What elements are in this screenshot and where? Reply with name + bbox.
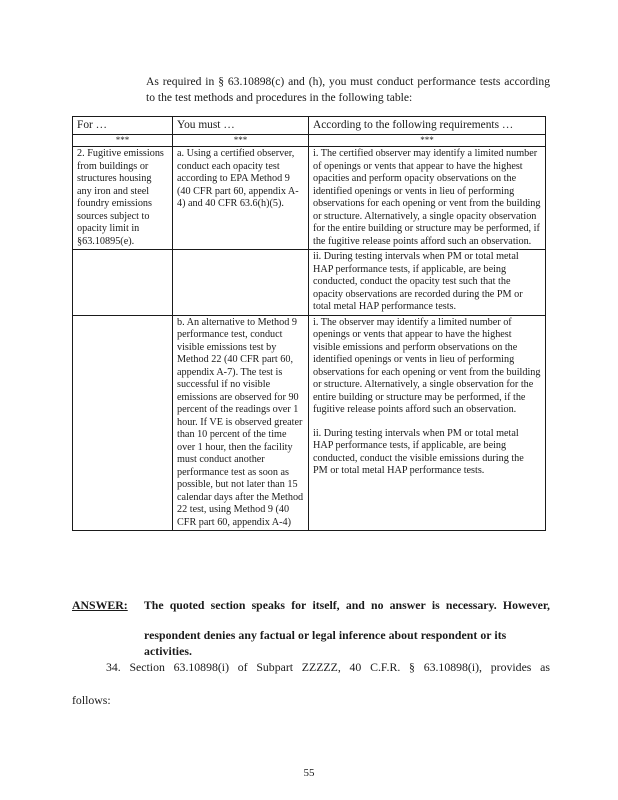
ellipsis-cell: *** xyxy=(73,135,173,147)
answer-line-1 xyxy=(72,597,550,613)
answer-word: speaks xyxy=(251,598,286,612)
answer-word: section xyxy=(210,598,246,612)
answer-word: quoted xyxy=(169,598,205,612)
header-you-must: You must … xyxy=(173,117,309,135)
paragraph-word: 63.10898(i) xyxy=(173,660,230,674)
answer-label: ANSWER: xyxy=(72,598,128,612)
cell-requirement-opacity-observer: i. The certified observer may identify a limited number of openings or vents that appear to have the highest opacities and perform opacity observations on the identified openings or vents in lieu of performing observations for each opening or vent from the building or structure. Alternatively, a single opacity observation for the entire building or structure may be performed, if the fugitive release points afford such an observation. xyxy=(309,147,546,250)
paragraph-word: 40 xyxy=(349,660,362,674)
answer-word: is xyxy=(431,598,440,612)
answer-word: and xyxy=(345,598,365,612)
answer-word: answer xyxy=(389,598,426,612)
page-number: 55 xyxy=(303,767,315,779)
paragraph-word: 34. xyxy=(106,660,121,674)
empty-cell xyxy=(73,250,173,316)
paragraph-34-line-2: follows: xyxy=(72,693,111,707)
table-row xyxy=(73,250,546,316)
table-header-row xyxy=(73,117,546,135)
requirement-observer-text: i. The observer may identify a limited number of openings or vents that appear to have the highest visible emissions and perform observations on the identified openings or vents in lieu of performing observations for each opening or vent from the building or structure. Alternatively, a single observation for the entire building or structure may be performed, if the fugitive release points afford such an observation. xyxy=(313,316,541,415)
empty-cell xyxy=(173,250,309,316)
answer-word: The xyxy=(143,598,164,612)
paragraph-word: ZZZZZ, xyxy=(301,660,341,674)
cell-method-9-test: a. Using a certified observer, conduct each opacity test according to EPA Method 9 (40 CFR part 60, appendix A-4) and 40 CFR 63.6(h)(5). xyxy=(173,147,309,250)
ellipsis-cell: *** xyxy=(173,135,309,147)
requirement-interval-text: ii. During testing intervals when PM or total metal HAP performance tests, if applicable, are being conducted, conduct the visible emissions during the PM or total metal HAP performance tests. xyxy=(313,427,524,476)
paragraph-34 xyxy=(72,659,550,708)
answer-line-2: respondent denies any factual or legal inference about respondent or its activities. xyxy=(144,628,507,658)
paragraph-word: of xyxy=(237,660,248,674)
answer-word: no xyxy=(371,598,384,612)
cell-for-fugitive-emissions: 2. Fugitive emissions from buildings or structures housing any iron and steel foundry emissions sources subject to opacity limit in §63.10895(e). xyxy=(73,147,173,250)
paragraph-word: Section xyxy=(129,660,165,674)
table-row-ellipsis xyxy=(73,135,546,147)
header-for: For … xyxy=(73,117,173,135)
header-requirements: According to the following requirements … xyxy=(309,117,546,135)
ellipsis-cell: *** xyxy=(309,135,546,147)
paragraph-word: § xyxy=(409,660,415,674)
table-row xyxy=(73,147,546,250)
empty-cell xyxy=(73,315,173,531)
paragraph-34-line-1 xyxy=(72,659,550,675)
answer-word: necessary. xyxy=(445,598,497,612)
answer-block xyxy=(72,597,550,659)
intro-paragraph: As required in § 63.10898(c) and (h), you must conduct performance tests according to the test methods and procedures in the following table: xyxy=(146,75,550,104)
paragraph-word: as xyxy=(540,660,550,674)
cell-requirement-opacity-interval: ii. During testing intervals when PM or total metal HAP performance tests, if applicable, are being conducted, conduct the opacity test such that the opacity observations are recorded during the PM or total metal HAP performance tests. xyxy=(309,250,546,316)
paragraph-word: 63.10898(i), xyxy=(423,660,483,674)
answer-word: However, xyxy=(502,598,550,612)
paragraph-word: C.F.R. xyxy=(370,660,401,674)
cell-requirement-visible-emissions xyxy=(309,315,546,531)
answer-word: itself, xyxy=(312,598,340,612)
cell-method-22-alternative: b. An alternative to Method 9 performance test, conduct visible emissions test by Method 22 (40 CFR part 60, appendix A-7). The test is successful if no visible emissions are observed for 90 percent of the readings over 1 hour. If VE is observed greater than 10 percent of the time over 1 hour, then the facility must conduct another performance test as soon as possible, but not later than 15 calendar days after the Method 22 test, using Method 9 (40 CFR part 60, appendix A-4) xyxy=(173,315,309,531)
paragraph-word: Subpart xyxy=(256,660,294,674)
requirements-table xyxy=(72,116,546,531)
paragraph-word: provides xyxy=(490,660,532,674)
table-row xyxy=(73,315,546,531)
answer-word: for xyxy=(291,598,307,612)
